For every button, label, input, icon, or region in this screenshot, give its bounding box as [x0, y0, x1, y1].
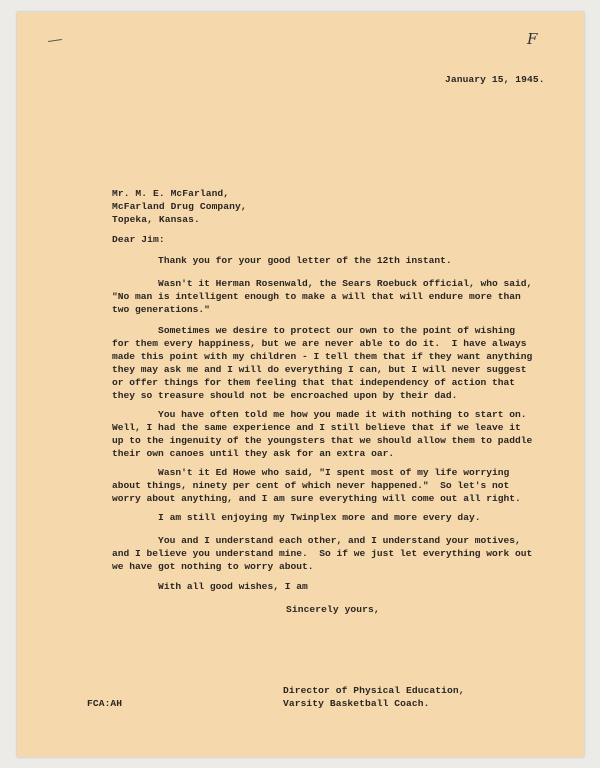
paragraph-line: Wasn't it Herman Rosenwald, the Sears Roebuck official, who said,	[112, 278, 533, 289]
paragraph-line: for them every happiness, but we are never able to do it. I have always	[112, 338, 527, 349]
paragraph-line: "No man is intelligent enough to make a will that will endure more than	[112, 291, 521, 302]
paragraph-line: they may ask me and I will do everything I can, but I will never suggest	[112, 364, 527, 375]
paragraph-line: I am still enjoying my Twinplex more and more every day.	[112, 512, 481, 523]
address-line-2: McFarland Drug Company,	[112, 201, 247, 212]
paragraph-line: about things, ninety per cent of which never happened." So let's not	[112, 480, 510, 491]
paragraph-4	[112, 408, 532, 460]
letter-date: January 15, 1945.	[445, 74, 545, 85]
paragraph-1	[112, 254, 532, 267]
paragraph-line: two generations."	[112, 304, 210, 315]
paragraph-line: up to the ingenuity of the youngsters that we should allow them to paddle	[112, 435, 533, 446]
address-line-3: Topeka, Kansas.	[112, 214, 200, 225]
paragraph-line: You and I understand each other, and I understand your motives,	[112, 535, 521, 546]
paragraph-5	[112, 466, 532, 505]
paragraph-line: their own canoes until they ask for an extra oar.	[112, 448, 395, 459]
salutation: Dear Jim:	[112, 234, 165, 245]
paragraph-line: You have often told me how you made it with nothing to start on.	[112, 409, 527, 420]
signature-line-2: Varsity Basketball Coach.	[283, 698, 430, 709]
paragraph-line: or offer things for them feeling that that independency of action that	[112, 377, 516, 388]
paragraph-line: and I believe you understand mine. So if we just let everything work out	[112, 548, 533, 559]
paragraph-2	[112, 277, 532, 316]
paragraph-line: With all good wishes, I am	[112, 581, 308, 592]
paragraph-line: worry about anything, and I am sure everything will come out all right.	[112, 493, 521, 504]
paragraph-8	[112, 580, 532, 593]
paragraph-6	[112, 511, 532, 524]
paragraph-line: they so treasure should not be encroached upon by their dad.	[112, 390, 458, 401]
paragraph-line: Wasn't it Ed Howe who said, "I spent most of my life worrying	[112, 467, 510, 478]
paragraph-line: made this point with my children - I tell them that if they want anything	[112, 351, 533, 362]
signature-line-1: Director of Physical Education,	[283, 685, 465, 696]
paragraph-line: we have got nothing to worry about.	[112, 561, 314, 572]
paragraph-line: Sometimes we desire to protect our own to the point of wishing	[112, 325, 516, 336]
typist-initials: FCA:AH	[87, 698, 123, 709]
paragraph-7	[112, 534, 532, 573]
paragraph-line: Thank you for your good letter of the 12th instant.	[112, 255, 452, 266]
paragraph-line: Well, I had the same experience and I still believe that if we leave it	[112, 422, 521, 433]
paragraph-3	[112, 324, 532, 402]
address-line-1: Mr. M. E. McFarland,	[112, 188, 230, 199]
closing: Sincerely yours,	[286, 604, 380, 615]
corner-mark: F	[527, 30, 538, 48]
